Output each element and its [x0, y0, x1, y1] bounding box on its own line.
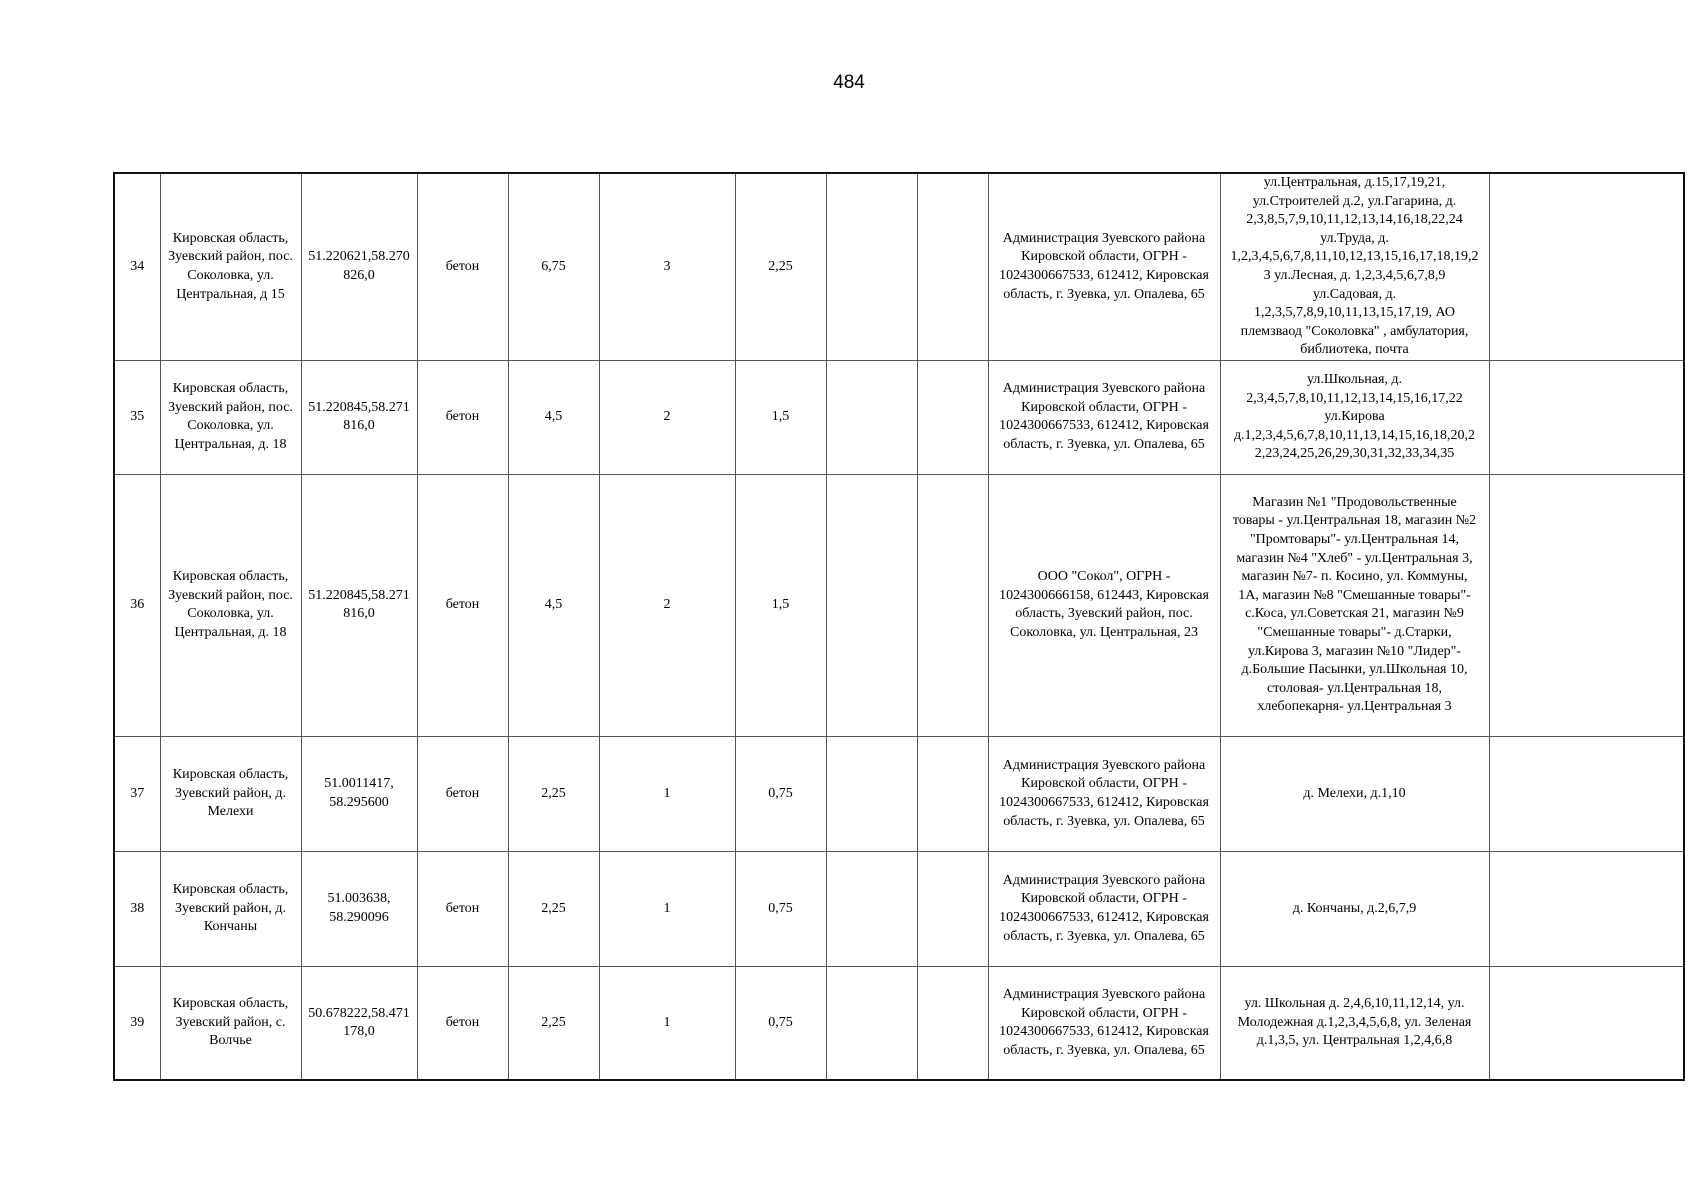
- empty-cell: [826, 966, 917, 1080]
- container-count: 1: [599, 736, 735, 851]
- site-owner: Администрация Зуевского района Кировской области, ОГРН - 1024300667533, 612412, Кировская область, г. Зуевка, ул. Опалева, 65: [988, 736, 1220, 851]
- site-address: Кировская область, Зуевский район, д. Кончаны: [160, 851, 301, 966]
- waste-sources: Магазин №1 "Продовольственные товары - ул.Центральная 18, магазин №2 "Промтовары"- ул.Центральная 14, магазин №4 "Хлеб" - ул.Центральная 3, магазин №7- п. Косино, ул. Коммуны, 1А, магазин №8 "Смешанные товары"- с.Коса, ул.Советская 21, магазин №9 "Смешанные товары"- д.Старки, ул.Кирова 3, магазин №10 "Лидер"- д.Большие Пасынки, ул.Школьная 10, столовая- ул.Центральная 18, хлебопекарня- ул.Центральная 3: [1220, 474, 1489, 736]
- container-count: 2: [599, 474, 735, 736]
- site-coordinates: 50.678222,58.471178,0: [301, 966, 417, 1080]
- surface-type: бетон: [417, 966, 508, 1080]
- page-number: 484: [833, 72, 865, 93]
- row-number: 35: [114, 360, 160, 474]
- empty-cell: [917, 851, 988, 966]
- container-volume: 0,75: [735, 736, 826, 851]
- site-address: Кировская область, Зуевский район, пос. Соколовка, ул. Центральная, д. 18: [160, 360, 301, 474]
- surface-type: бетон: [417, 736, 508, 851]
- surface-type: бетон: [417, 474, 508, 736]
- site-coordinates: 51.220845,58.271816,0: [301, 474, 417, 736]
- site-area: 4,5: [508, 474, 599, 736]
- site-area: 6,75: [508, 173, 599, 360]
- container-volume: 0,75: [735, 851, 826, 966]
- empty-cell: [917, 736, 988, 851]
- empty-cell: [917, 173, 988, 360]
- waste-sources: д. Кончаны, д.2,6,7,9: [1220, 851, 1489, 966]
- site-coordinates: 51.220621,58.270826,0: [301, 173, 417, 360]
- site-area: 4,5: [508, 360, 599, 474]
- waste-sources: ул.Центральная, д.15,17,19,21, ул.Строителей д.2, ул.Гагарина, д. 2,3,8,5,7,9,10,11,12,13,14,16,18,22,24 ул.Труда, д. 1,2,3,4,5,6,7,8,11,10,12,13,15,16,17,18,19,23 ул.Лесная, д. 1,2,3,4,5,6,7,8,9 ул.Садовая, д. 1,2,3,5,7,8,9,10,11,13,15,17,19, АО племзваод "Соколовка" , амбулатория, библиотека, почта: [1220, 173, 1489, 360]
- container-count: 1: [599, 966, 735, 1080]
- container-volume: 1,5: [735, 360, 826, 474]
- empty-cell: [1489, 360, 1684, 474]
- empty-cell: [826, 474, 917, 736]
- waste-sources: д. Мелехи, д.1,10: [1220, 736, 1489, 851]
- container-volume: 1,5: [735, 474, 826, 736]
- site-address: Кировская область, Зуевский район, пос. Соколовка, ул. Центральная, д. 18: [160, 474, 301, 736]
- table-row: [114, 173, 1684, 360]
- container-count: 2: [599, 360, 735, 474]
- site-coordinates: 51.0011417, 58.295600: [301, 736, 417, 851]
- site-owner: ООО "Сокол", ОГРН - 1024300666158, 612443, Кировская область, Зуевский район, пос. Соколовка, ул. Центральная, 23: [988, 474, 1220, 736]
- site-owner: Администрация Зуевского района Кировской области, ОГРН - 1024300667533, 612412, Кировская область, г. Зуевка, ул. Опалева, 65: [988, 360, 1220, 474]
- empty-cell: [826, 173, 917, 360]
- site-owner: Администрация Зуевского района Кировской области, ОГРН - 1024300667533, 612412, Кировская область, г. Зуевка, ул. Опалева, 65: [988, 851, 1220, 966]
- site-address: Кировская область, Зуевский район, пос. Соколовка, ул. Центральная, д 15: [160, 173, 301, 360]
- row-number: 39: [114, 966, 160, 1080]
- site-area: 2,25: [508, 851, 599, 966]
- empty-cell: [917, 474, 988, 736]
- table-row: [114, 851, 1684, 966]
- site-coordinates: 51.003638, 58.290096: [301, 851, 417, 966]
- site-area: 2,25: [508, 736, 599, 851]
- empty-cell: [1489, 966, 1684, 1080]
- table-row: [114, 360, 1684, 474]
- empty-cell: [826, 360, 917, 474]
- site-owner: Администрация Зуевского района Кировской области, ОГРН - 1024300667533, 612412, Кировская область, г. Зуевка, ул. Опалева, 65: [988, 966, 1220, 1080]
- waste-sources: ул.Школьная, д. 2,3,4,5,7,8,10,11,12,13,14,15,16,17,22 ул.Кирова д.1,2,3,4,5,6,7,8,10,11,13,14,15,16,18,20,22,23,24,25,26,29,30,31,32,33,34,35: [1220, 360, 1489, 474]
- waste-sources: ул. Школьная д. 2,4,6,10,11,12,14, ул. Молодежная д.1,2,3,4,5,6,8, ул. Зеленая д.1,3,5, ул. Центральная 1,2,4,6,8: [1220, 966, 1489, 1080]
- container-volume: 2,25: [735, 173, 826, 360]
- surface-type: бетон: [417, 360, 508, 474]
- container-count: 3: [599, 173, 735, 360]
- surface-type: бетон: [417, 173, 508, 360]
- empty-cell: [826, 736, 917, 851]
- row-number: 36: [114, 474, 160, 736]
- empty-cell: [1489, 173, 1684, 360]
- row-number: 38: [114, 851, 160, 966]
- site-area: 2,25: [508, 966, 599, 1080]
- waste-sites-table: [113, 172, 1685, 1081]
- site-address: Кировская область, Зуевский район, с. Волчье: [160, 966, 301, 1080]
- site-address: Кировская область, Зуевский район, д. Мелехи: [160, 736, 301, 851]
- row-number: 37: [114, 736, 160, 851]
- empty-cell: [917, 360, 988, 474]
- empty-cell: [917, 966, 988, 1080]
- container-count: 1: [599, 851, 735, 966]
- empty-cell: [1489, 474, 1684, 736]
- table-row: [114, 474, 1684, 736]
- row-number: 34: [114, 173, 160, 360]
- surface-type: бетон: [417, 851, 508, 966]
- container-volume: 0,75: [735, 966, 826, 1080]
- table-row: [114, 736, 1684, 851]
- empty-cell: [1489, 736, 1684, 851]
- site-owner: Администрация Зуевского района Кировской области, ОГРН - 1024300667533, 612412, Кировская область, г. Зуевка, ул. Опалева, 65: [988, 173, 1220, 360]
- empty-cell: [1489, 851, 1684, 966]
- table-row: [114, 966, 1684, 1080]
- empty-cell: [826, 851, 917, 966]
- site-coordinates: 51.220845,58.271816,0: [301, 360, 417, 474]
